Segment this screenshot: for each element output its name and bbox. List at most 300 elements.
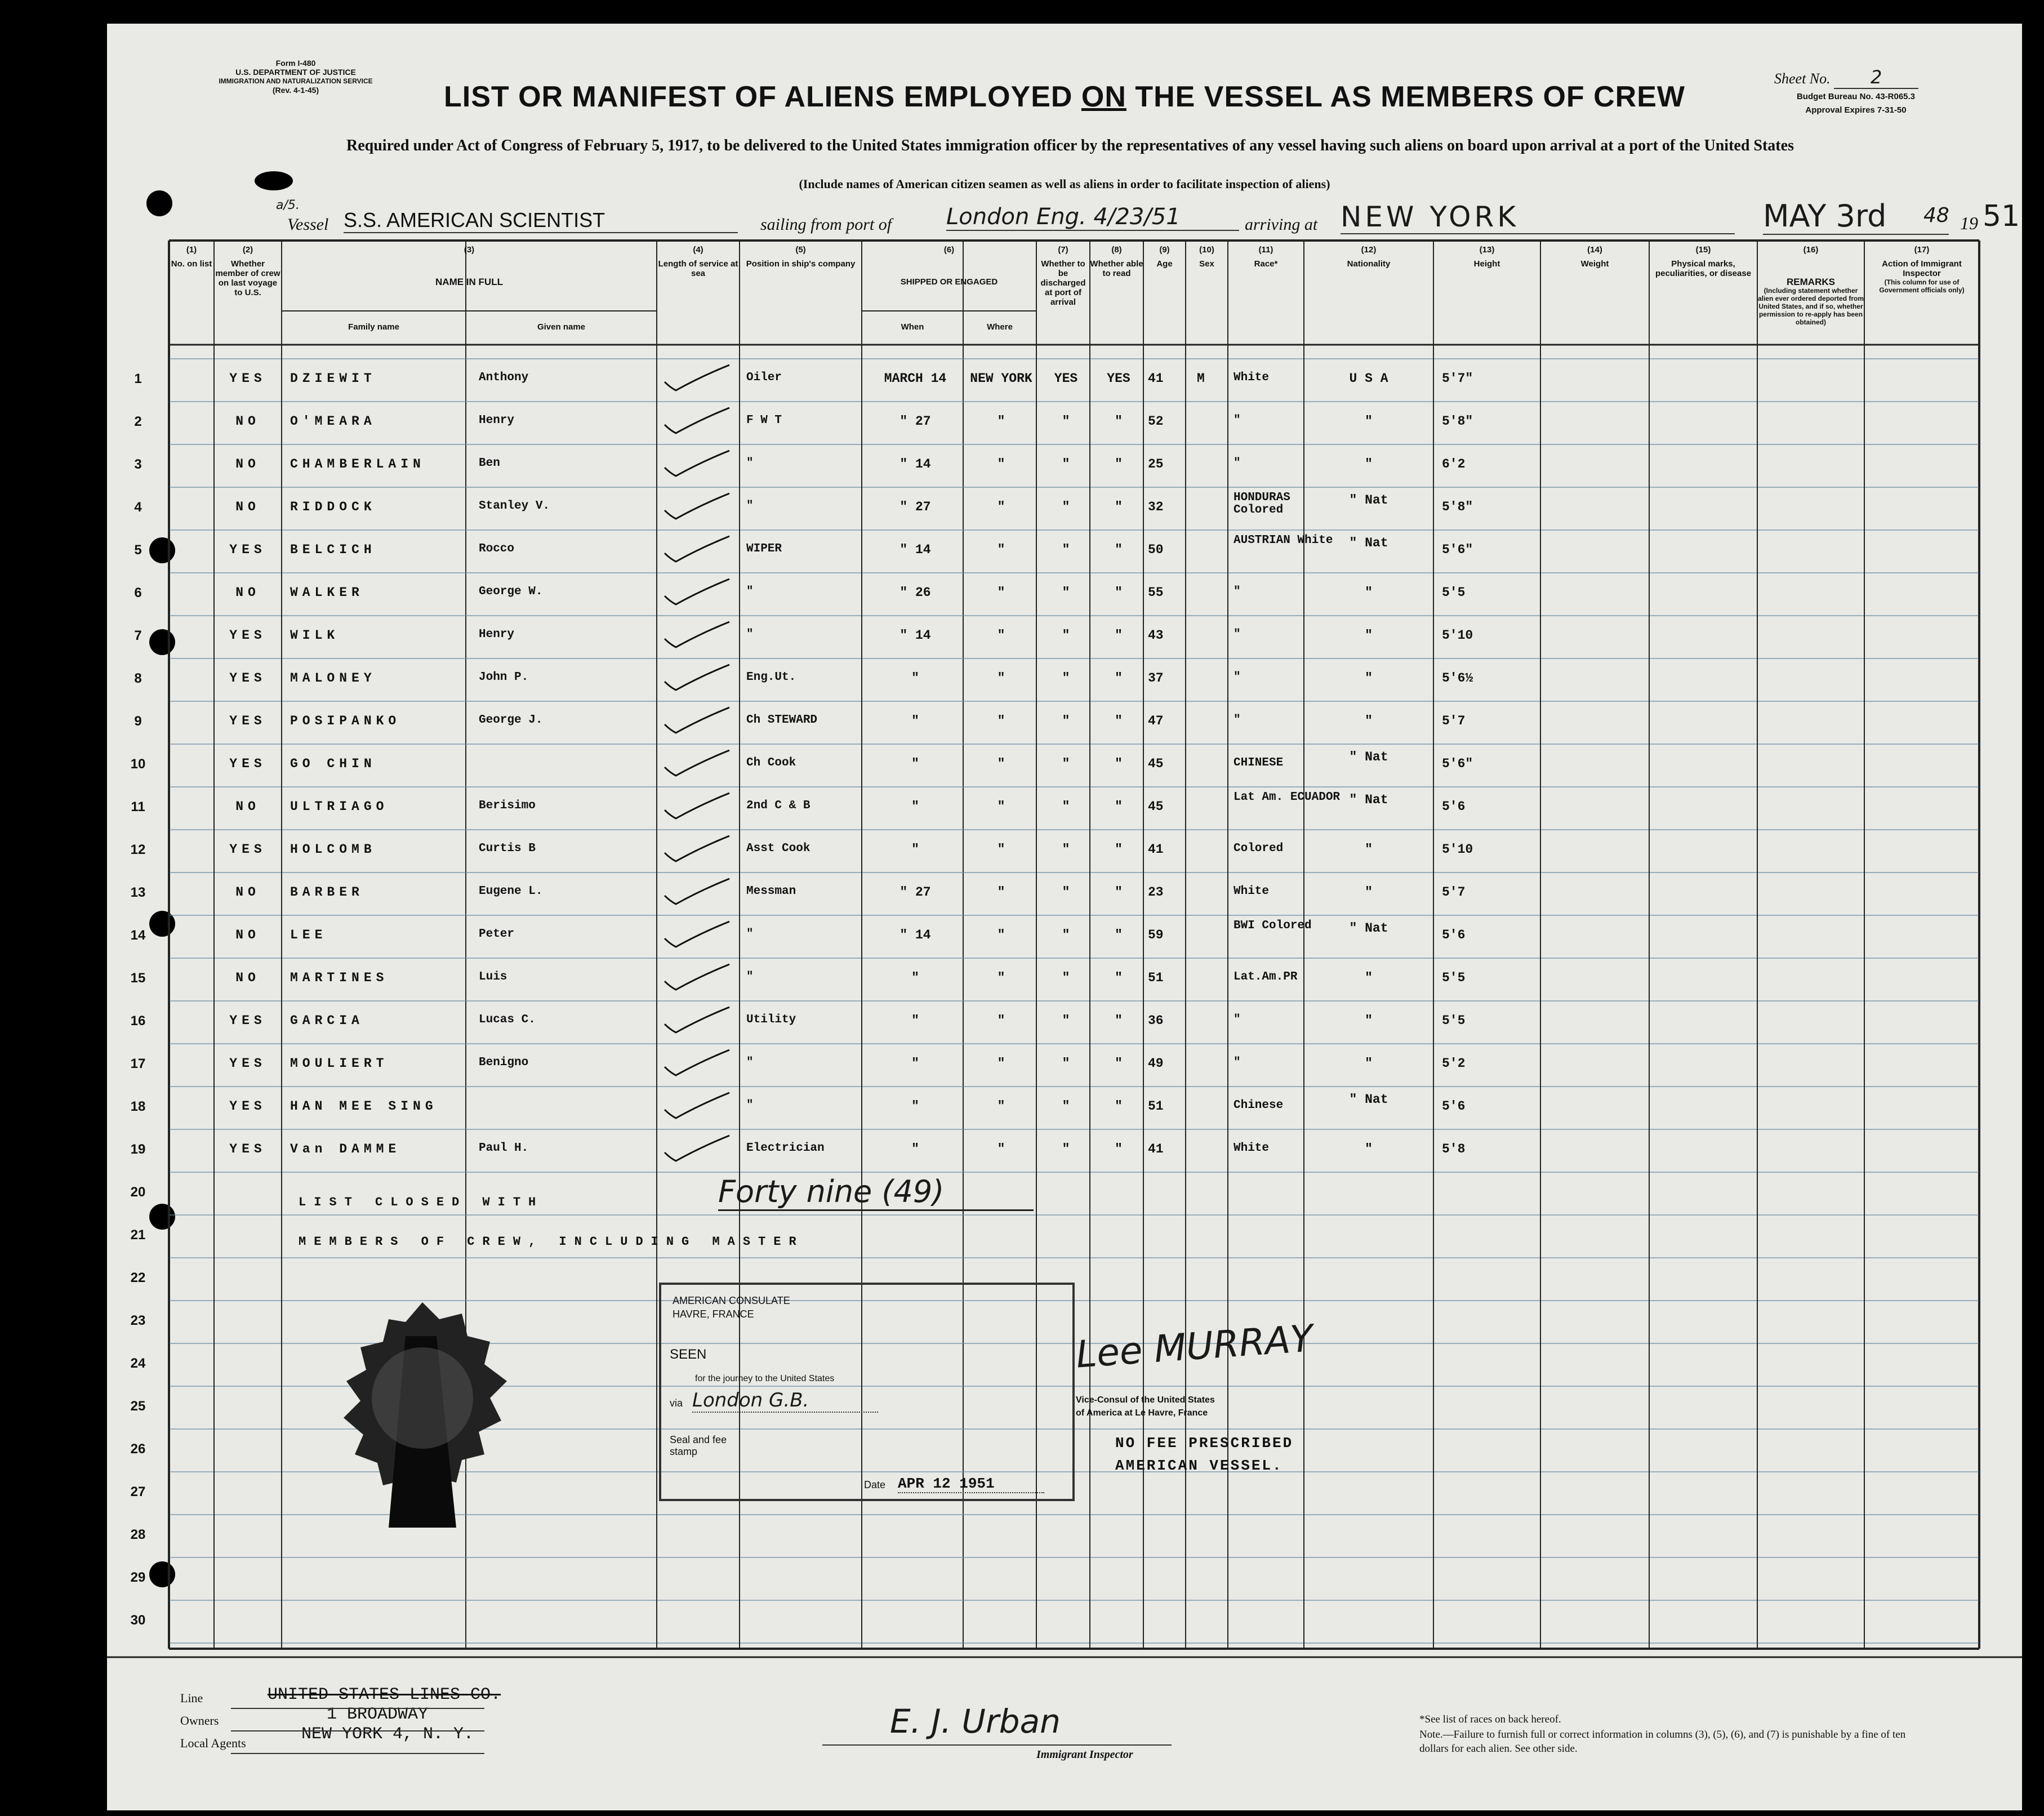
cell-where: " [997,928,1005,942]
cell-given: Ben [479,457,500,470]
cell-last: YES [229,1056,266,1071]
column-header [1143,245,1186,269]
check-mark-icon [662,919,735,952]
cell-age: 41 [1148,371,1164,386]
cell-when: " 27 [899,885,931,900]
row-number: 21 [130,1227,146,1243]
stamp-via: London G.B. [692,1389,878,1413]
cell-race: Lat.Am.PR [1233,971,1298,983]
column-label: Weight [1580,259,1609,269]
cell-disch: " [1062,842,1070,857]
cell-sex: M [1197,371,1205,386]
cell-nat: " Nat [1349,1092,1388,1107]
cell-race: " [1233,628,1241,641]
cell-nat: " Nat [1349,921,1388,936]
stamp-seal: Seal and fee stamp [670,1434,727,1457]
cell-race: Chinese [1233,1099,1284,1112]
form-number: Form I-480 [275,59,316,68]
agents-label: Local Agents [180,1736,246,1750]
crew-row [107,830,2022,873]
cell-when: " 27 [899,414,931,429]
column-number: (2) [242,245,253,255]
cell-when: " [911,1099,919,1114]
stamp-journey: for the journey to the United States [695,1374,835,1383]
cell-pos: Eng.Ut. [746,671,796,684]
consul-title1: Vice-Consul of the United States [1076,1395,1215,1405]
cell-nat: " [1365,414,1373,429]
cell-family: HAN MEE SING [290,1099,438,1114]
cell-where: " [997,500,1005,514]
no-fee-text: NO FEE PRESCRIBED [1115,1435,1294,1452]
cell-age: 49 [1148,1056,1164,1071]
cell-family: ULTRIAGO [290,799,389,814]
cell-family: CHAMBERLAIN [290,457,425,471]
cell-pos: " [746,500,754,513]
check-mark-icon [662,1090,735,1124]
cell-given: Curtis B [479,842,536,855]
year-prefix: 19 [1960,213,1978,233]
cell-last: NO [235,457,260,471]
crew-row [107,787,2022,830]
column-label: REMARKS [1787,277,1835,287]
cell-where: " [997,1056,1005,1071]
cell-age: 59 [1148,928,1164,942]
cell-given: Lucas C. [479,1013,536,1026]
cell-when: " [911,671,919,686]
crew-row [107,573,2022,616]
cell-last: YES [229,628,266,643]
cell-read: " [1115,842,1123,857]
cell-where: " [997,542,1005,557]
column-label: Age [1156,259,1173,269]
cell-family: MARTINES [290,971,389,985]
cell-family: POSIPANKO [290,714,401,728]
row-number: 25 [130,1399,146,1414]
column-label: Whether member of crew on last voyage to U.S. [215,259,280,297]
sheet-value: 2 [1834,66,1918,89]
cell-family: WILK [290,628,340,643]
cell-pos: Oiler [746,371,782,384]
cell-height: 6'2 [1442,457,1466,471]
cell-last: YES [229,1099,266,1114]
cell-last: YES [229,371,266,386]
cell-pos: " [746,1056,754,1069]
crew-row [107,1001,2022,1044]
cell-where: " [997,971,1005,985]
column-header [1186,245,1228,269]
column-label: SHIPPED OR ENGAGED [900,277,998,287]
cell-pos: " [746,585,754,598]
cell-height: 5'8" [1442,414,1473,429]
column-header [657,245,740,278]
cell-given: John P. [479,671,529,684]
cell-pos: Ch Cook [746,756,796,769]
cell-pos: Electrician [746,1142,825,1155]
cell-disch: " [1062,542,1070,557]
cell-given: Eugene L. [479,885,543,898]
column-number: (7) [1058,245,1068,255]
crew-row [107,1129,2022,1172]
cell-where: " [997,799,1005,814]
cell-age: 43 [1148,628,1164,643]
cell-when: " [911,799,919,814]
row-number: 8 [134,671,142,686]
column-label: Nationality [1347,259,1391,269]
cell-given: Benigno [479,1056,529,1069]
cell-family: GO CHIN [290,756,376,771]
cell-race: BWI Colored [1233,919,1312,932]
cell-given: George J. [479,714,543,727]
check-mark-icon [662,747,735,781]
column-number: (8) [1111,245,1122,255]
column-number: (3) [464,245,475,255]
cell-read: " [1115,457,1123,471]
cell-nat: " [1365,628,1373,643]
cell-pos: " [746,971,754,983]
cell-nat: " Nat [1349,536,1388,550]
column-number: (12) [1361,245,1377,255]
column-number: (4) [693,245,703,255]
cell-read: " [1115,500,1123,514]
column-label: Physical marks, peculiarities, or disease [1655,259,1752,278]
column-label: Length of service at sea [658,259,738,278]
form-revision: (Rev. 4-1-45) [272,86,319,95]
owners-value: 1 BROADWAY [327,1705,429,1724]
races-note: *See list of races on back hereof. [1419,1713,1561,1725]
cell-last: NO [235,585,260,600]
row-number: 9 [134,714,142,729]
column-header [282,245,657,287]
stamp-seen: SEEN [670,1347,707,1362]
vessel-prefix: a/5. [276,198,300,212]
row-number: 14 [130,928,146,943]
cell-read: YES [1107,371,1130,386]
cell-pos: Utility [746,1013,796,1026]
column-header [1228,245,1304,269]
cell-read: " [1115,628,1123,643]
cell-disch: " [1062,457,1070,471]
row-number: 23 [130,1313,146,1328]
cell-last: YES [229,714,266,728]
cell-last: YES [229,542,266,557]
column-number: (6) [943,245,955,255]
check-mark-icon [662,448,735,482]
cell-family: O'MEARA [290,414,376,429]
cell-read: " [1115,1013,1123,1028]
cell-height: 5'6" [1442,756,1473,771]
cell-age: 41 [1148,1142,1164,1156]
cell-nat: " Nat [1349,750,1388,764]
column-label: No. on list [171,259,212,269]
cell-read: " [1115,971,1123,985]
include-note: (Include names of American citizen seamen as well as aliens in order to facilitate inspection of aliens) [799,177,1330,191]
cell-race: " [1233,1056,1241,1069]
cell-height: 5'8" [1442,500,1473,514]
row-number: 11 [131,799,145,814]
cell-disch: " [1062,585,1070,600]
column-label: Race* [1254,259,1278,269]
cell-when: " [911,756,919,771]
budget-number: Budget Bureau No. 43-R065.3 [1796,92,1916,101]
footer-rule [231,1753,484,1754]
row-number: 16 [130,1013,146,1029]
column-number: (14) [1587,245,1602,255]
manifest-sheet [107,24,2022,1810]
cell-where: " [997,628,1005,643]
empty-row [107,1557,2022,1600]
row-number: 30 [130,1613,146,1628]
cell-read: " [1115,756,1123,771]
check-mark-icon [662,1133,735,1167]
row-number: 18 [130,1099,146,1114]
stamp-date-label: Date [864,1479,886,1490]
crew-row [107,658,2022,701]
cell-family: LEE [290,928,327,942]
crew-row [107,402,2022,444]
cell-age: 41 [1148,842,1164,857]
stamp-org: AMERICAN CONSULATE [673,1295,790,1306]
cell-where: " [997,714,1005,728]
cell-nat: U S A [1349,371,1388,386]
cell-disch: " [1062,971,1070,985]
cell-where: " [997,414,1005,429]
vessel-label: Vessel [287,215,329,234]
subcolumn-where: Where [987,322,1013,332]
cell-when: " [911,1142,919,1156]
crew-row [107,873,2022,915]
subcolumn-when: When [901,322,924,332]
cell-height: 5'8 [1442,1142,1466,1156]
cell-pos: " [746,628,754,641]
cell-last: NO [235,885,260,900]
cell-disch: " [1062,671,1070,686]
cell-disch: " [1062,1056,1070,1071]
owners-label: Owners [180,1713,219,1728]
cell-pos: 2nd C & B [746,799,811,812]
cell-height: 5'6" [1442,542,1473,557]
cell-read: " [1115,928,1123,942]
cell-race: Colored [1233,842,1284,855]
cell-disch: " [1062,628,1070,643]
cell-race: White [1233,371,1270,384]
cell-age: 36 [1148,1013,1164,1028]
consul-title2: of America at Le Havre, France [1076,1408,1208,1418]
cell-height: 5'7 [1442,714,1466,728]
cell-given: Luis [479,971,507,983]
cell-where: " [997,756,1005,771]
cell-family: GARCIA [290,1013,364,1028]
cell-disch: " [1062,1142,1070,1156]
cell-family: RIDDOCK [290,500,376,514]
arrival-date: MAY 3rd [1763,198,1949,235]
cell-race: Lat Am. ECUADOR [1233,791,1341,804]
stamp-date: APR 12 1951 [898,1475,1044,1493]
cell-given: Henry [479,628,515,641]
check-mark-icon [662,790,735,824]
cell-height: 5'6½ [1442,671,1473,686]
cell-age: 55 [1148,585,1164,600]
cell-age: 51 [1148,1099,1164,1114]
agents-value: NEW YORK 4, N. Y. [301,1725,474,1744]
check-mark-icon [662,619,735,653]
cell-height: 5'10 [1442,628,1473,643]
cell-pos: F W T [746,414,782,427]
cell-race: HONDURAS Colored [1233,491,1290,517]
cell-age: 47 [1148,714,1164,728]
row-number: 29 [130,1570,146,1585]
row-number: 19 [130,1142,146,1157]
crew-row [107,915,2022,958]
form-service: IMMIGRATION AND NATURALIZATION SERVICE [219,77,373,85]
cell-family: MALONEY [290,671,376,686]
column-number: (15) [1695,245,1711,255]
cell-height: 5'6 [1442,799,1466,814]
column-label: Sex [1199,259,1214,269]
cell-age: 25 [1148,457,1164,471]
cell-when: " 14 [899,457,931,471]
cell-height: 5'2 [1442,1056,1466,1071]
cell-when: " 14 [899,928,931,942]
cell-race: " [1233,671,1241,684]
cell-race: " [1233,714,1241,727]
cell-age: 23 [1148,885,1164,900]
requirement-text: Required under Act of Congress of February 5, 1917, to be delivered to the United States immigration officer by the representatives of any vessel having such aliens on board upon arrival at a port of the United States [346,137,1794,154]
footer-rule [231,1708,484,1709]
cell-nat: " [1365,971,1373,985]
cell-family: HOLCOMB [290,842,376,857]
cell-read: " [1115,885,1123,900]
check-mark-icon [662,1047,735,1081]
row-number: 1 [134,371,142,386]
closing-line1 [299,1195,544,1209]
cell-disch: " [1062,885,1070,900]
year-suffix: 51 [1983,199,2020,233]
column-header [1036,245,1090,307]
cell-disch: " [1062,928,1070,942]
cell-when: MARCH 14 [884,371,947,386]
cell-age: 51 [1148,971,1164,985]
check-mark-icon [662,491,735,524]
row-number: 26 [130,1441,146,1457]
cell-where: " [997,457,1005,471]
row-number: 22 [130,1270,146,1285]
action-note: (This column for use of Government officials only) [1879,278,1965,294]
cell-family: BELCICH [290,542,376,557]
line-value: UNITED STATES LINES CO. [268,1685,501,1704]
column-number: (11) [1258,245,1273,255]
port-from: London Eng. 4/23/51 [946,204,1239,231]
cell-age: 52 [1148,414,1164,429]
stamp-place: HAVRE, FRANCE [673,1308,754,1320]
cell-last: YES [229,1142,266,1156]
column-header [862,245,1036,287]
column-number: (13) [1479,245,1495,255]
cell-disch: " [1062,756,1070,771]
check-mark-icon [662,876,735,910]
cell-disch: " [1062,1013,1070,1028]
cell-read: " [1115,542,1123,557]
inspector-label: Immigrant Inspector [1036,1748,1133,1761]
cell-disch: " [1062,500,1070,514]
check-mark-icon [662,405,735,439]
cell-read: " [1115,1056,1123,1071]
column-header [1540,245,1649,269]
column-number: (9) [1159,245,1170,255]
approval-expiry: Approval Expires 7-31-50 [1805,105,1907,115]
empty-row [107,1600,2022,1643]
cell-read: " [1115,1142,1123,1156]
crew-row [107,1044,2022,1087]
cell-height: 5'5 [1442,971,1466,985]
cell-when: " [911,971,919,985]
column-header [1304,245,1433,269]
cell-given: George W. [479,585,543,598]
row-number: 6 [134,585,142,600]
cell-height: 5'5 [1442,585,1466,600]
cell-given: Stanley V. [479,500,550,513]
consulate-stamp [659,1283,1075,1501]
arriving-label: arriving at [1245,215,1318,234]
cell-last: YES [229,671,266,686]
cell-family: Van DAMME [290,1142,401,1156]
cell-last: NO [235,500,260,514]
cell-height: 5'6 [1442,1099,1466,1114]
sailing-label: sailing from port of [760,215,892,234]
cell-where: " [997,585,1005,600]
form-department: U.S. DEPARTMENT OF JUSTICE [235,68,356,77]
cell-race: " [1233,585,1241,598]
cell-where: " [997,1013,1005,1028]
cell-height: 5'10 [1442,842,1473,857]
cell-last: NO [235,971,260,985]
cell-race: " [1233,1013,1241,1026]
cell-last: NO [235,799,260,814]
cell-read: " [1115,414,1123,429]
cell-when: " 14 [899,542,931,557]
cell-last: YES [229,1013,266,1028]
title-part2: THE VESSEL AS MEMBERS OF CREW [1126,81,1685,113]
row-number: 15 [130,971,146,986]
cell-when: " [911,714,919,728]
column-number: (10) [1199,245,1214,255]
column-label: Action of Immigrant Inspector [1882,259,1962,278]
cell-race: White [1233,885,1270,898]
cell-disch: " [1062,1099,1070,1114]
cell-height: 5'5 [1442,1013,1466,1028]
cell-last: YES [229,842,266,857]
cell-read: " [1115,585,1123,600]
column-label: Whether to be discharged at port of arrival [1040,259,1086,307]
cell-last: NO [235,414,260,429]
check-mark-icon [662,576,735,610]
cell-race: AUSTRIAN White [1233,534,1333,547]
row-number: 24 [130,1356,146,1371]
seal-icon [321,1291,524,1533]
cell-nat: " Nat [1349,793,1388,807]
closing-count: Forty nine (49) [718,1174,1034,1211]
cell-given: Anthony [479,371,529,384]
column-label: NAME IN FULL [435,277,503,287]
subcolumn-given: Given name [537,322,586,332]
closing-line2: MEMBERS OF CREW, INCLUDING MASTER [299,1235,804,1249]
cell-height: 5'7 [1442,885,1466,900]
stamp-via-label: via [670,1397,683,1409]
cell-read: " [1115,799,1123,814]
row-number: 5 [134,542,142,558]
crew-row [107,359,2022,402]
column-number: (5) [795,245,806,255]
subcolumn-family: Family name [348,322,399,332]
